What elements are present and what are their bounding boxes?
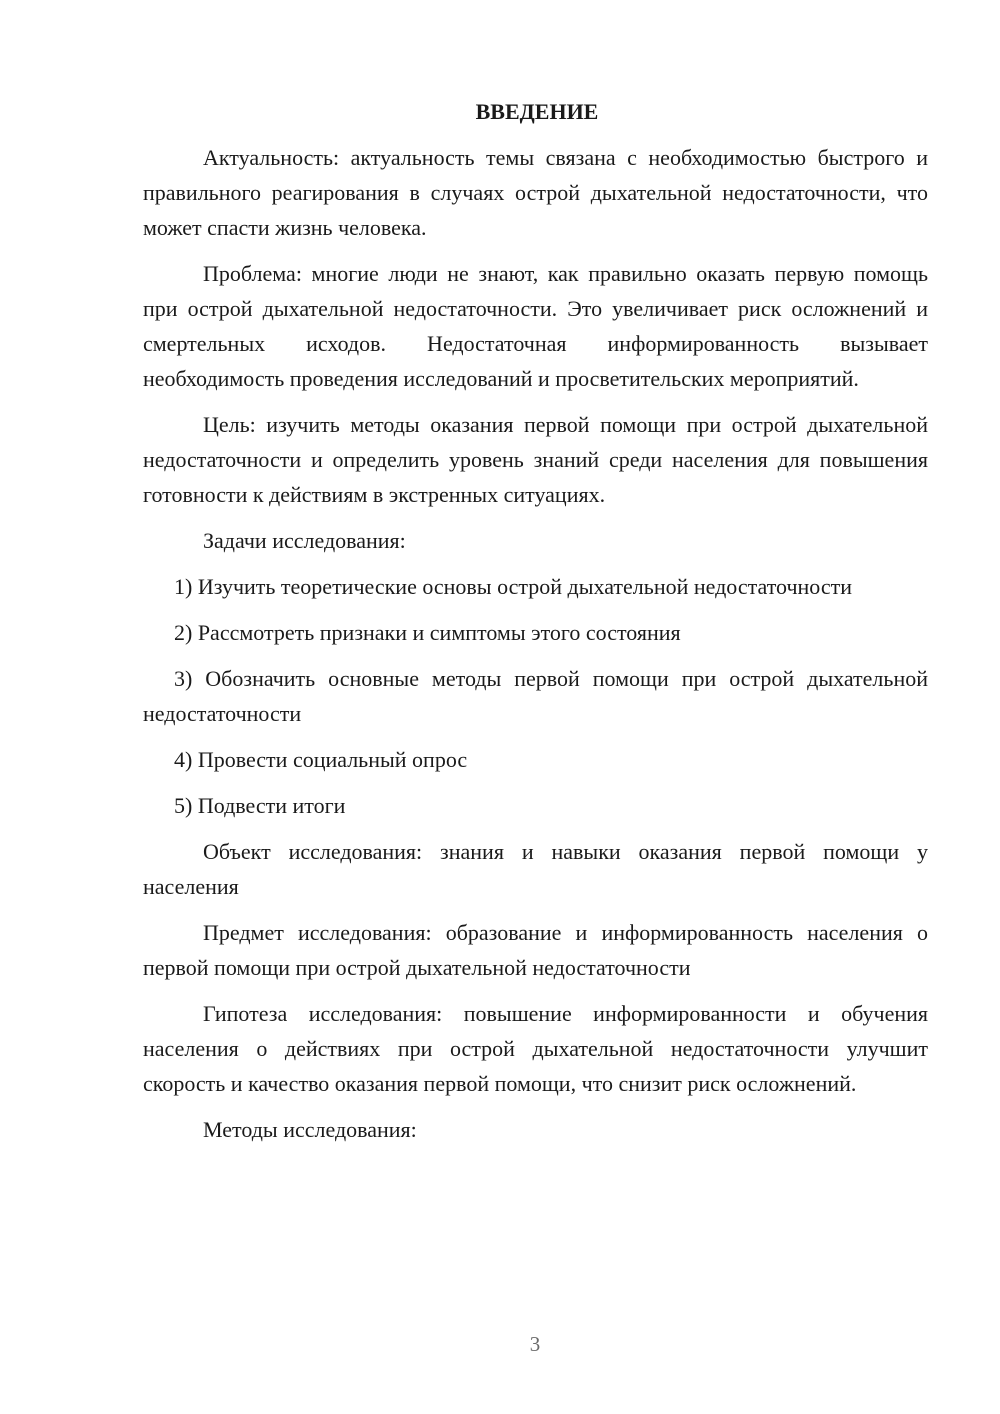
paragraph-goal: Цель: изучить методы оказания первой помощи при острой дыхательной недостаточности и определить уровень знаний среди населения для повышения готовности к действиям в экстренных ситуациях. [143, 412, 928, 507]
task-item-1: 1) Изучить теоретические основы острой дыхательной недостаточности [174, 574, 852, 599]
paragraph-subject: Предмет исследования: образование и информированность населения о первой помощи при острой дыхательной недостаточности [143, 920, 928, 980]
document-page [143, 94, 928, 1158]
paragraph-problem: Проблема: многие люди не знают, как правильно оказать первую помощь при острой дыхательной недостаточности. Это увеличивает риск осложнений и смертельных исходов. Недостаточная информированность вызывает необходимость проведения исследований и просветительских мероприятий. [143, 261, 928, 391]
paragraph-object: Объект исследования: знания и навыки оказания первой помощи у населения [143, 839, 928, 899]
paragraph-tasks-heading: Задачи исследования: [203, 528, 406, 553]
paragraph-hypothesis: Гипотеза исследования: повышение информированности и обучения населения о действиях при острой дыхательной недостаточности улучшит скорость и качество оказания первой помощи, что снизит риск осложнений. [143, 1001, 928, 1096]
task-item-4: 4) Провести социальный опрос [174, 747, 468, 772]
paragraph-methods: Методы исследования: [203, 1117, 417, 1142]
paragraph-relevance: Актуальность: актуальность темы связана с необходимостью быстрого и правильного реагирования в случаях острой дыхательной недостаточности, что может спасти жизнь человека. [143, 145, 928, 240]
page-number: 3 [529, 1332, 541, 1356]
task-item-3: 3) Обозначить основные методы первой помощи при острой дыхательной недостаточности [143, 666, 928, 726]
page-title: ВВЕДЕНИЕ [475, 99, 599, 124]
task-item-5: 5) Подвести итоги [174, 793, 346, 818]
task-item-2: 2) Рассмотреть признаки и симптомы этого состояния [174, 620, 681, 645]
